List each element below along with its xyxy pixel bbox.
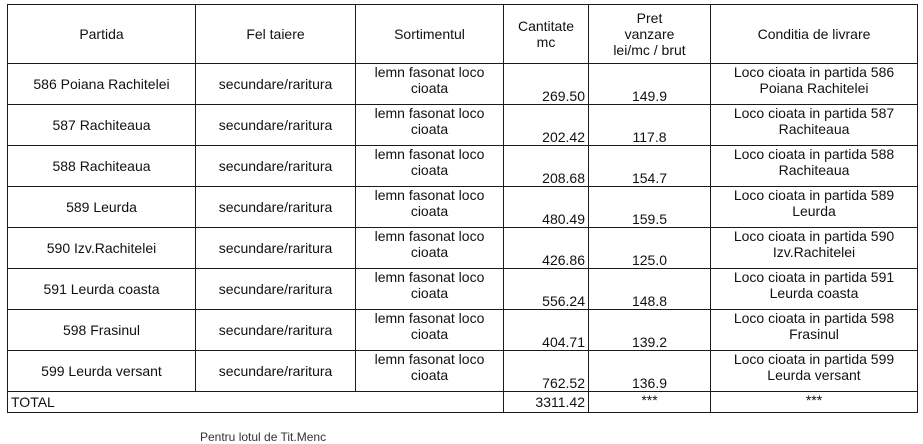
cell-partida: 599 Leurda versant xyxy=(8,351,196,392)
cell-conditia xyxy=(711,228,918,269)
cell-conditia xyxy=(711,187,918,228)
cell-conditia-line2: Leurda coasta xyxy=(769,285,859,301)
cell-cantitate: 480.49 xyxy=(504,187,589,228)
table-row xyxy=(8,187,918,228)
cell-partida: 590 Izv.Rachitelei xyxy=(8,228,196,269)
header-cantitate xyxy=(504,5,589,64)
cell-cantitate: 202.42 xyxy=(504,105,589,146)
table-row xyxy=(8,310,918,351)
cell-sortimentul xyxy=(356,146,504,187)
cell-conditia-line2: Frasinul xyxy=(789,326,839,342)
cell-partida: 588 Rachiteaua xyxy=(8,146,196,187)
table-row xyxy=(8,228,918,269)
cell-sortimentul-line2: cioata xyxy=(410,121,449,137)
cell-conditia-line1: Loco cioata in partida 589 xyxy=(733,187,895,203)
cell-conditia-line1: Loco cioata in partida 587 xyxy=(733,105,895,121)
header-cantitate-line1: Cantitate xyxy=(517,18,575,34)
cell-conditia xyxy=(711,64,918,105)
cell-pret: 154.7 xyxy=(589,146,711,187)
cell-sortimentul-line1: lemn fasonat loco xyxy=(374,269,485,285)
header-pret-line3: lei/mc / brut xyxy=(613,42,686,58)
cell-conditia-line1: Loco cioata in partida 591 xyxy=(733,269,895,285)
cell-sortimentul-line2: cioata xyxy=(410,203,449,219)
footer-note: Pentru lotul de Tit.Menc xyxy=(200,430,327,444)
cell-sortimentul xyxy=(356,105,504,146)
cell-sortimentul-line2: cioata xyxy=(410,326,449,342)
cell-cantitate: 404.71 xyxy=(504,310,589,351)
cell-sortimentul-line1: lemn fasonat loco xyxy=(374,351,485,367)
total-cantitate: 3311.42 xyxy=(504,392,589,413)
cell-sortimentul-line2: cioata xyxy=(410,162,449,178)
table-row xyxy=(8,64,918,105)
cell-fel-taiere: secundare/raritura xyxy=(196,146,356,187)
header-sortimentul: Sortimentul xyxy=(356,5,504,64)
cell-conditia-line2: Rachiteaua xyxy=(778,162,850,178)
cell-partida: 598 Frasinul xyxy=(8,310,196,351)
total-row xyxy=(8,392,918,413)
cell-sortimentul-line2: cioata xyxy=(410,285,449,301)
cell-sortimentul xyxy=(356,187,504,228)
cell-conditia-line1: Loco cioata in partida 598 xyxy=(733,310,895,326)
cell-sortimentul-line2: cioata xyxy=(410,244,449,260)
cell-pret: 139.2 xyxy=(589,310,711,351)
cell-conditia-line2: Poiana Rachitelei xyxy=(759,80,869,96)
cell-sortimentul-line1: lemn fasonat loco xyxy=(374,228,485,244)
cell-cantitate: 269.50 xyxy=(504,64,589,105)
header-conditia: Conditia de livrare xyxy=(711,5,918,64)
cell-fel-taiere: secundare/raritura xyxy=(196,228,356,269)
cell-sortimentul-line2: cioata xyxy=(410,367,449,383)
cell-partida: 586 Poiana Rachitelei xyxy=(8,64,196,105)
cell-sortimentul-line1: lemn fasonat loco xyxy=(374,105,485,121)
cell-conditia xyxy=(711,269,918,310)
cell-pret: 125.0 xyxy=(589,228,711,269)
cell-conditia-line1: Loco cioata in partida 588 xyxy=(733,146,895,162)
cell-fel-taiere: secundare/raritura xyxy=(196,310,356,351)
cell-pret: 148.8 xyxy=(589,269,711,310)
cell-pret: 117.8 xyxy=(589,105,711,146)
cell-cantitate: 208.68 xyxy=(504,146,589,187)
cell-sortimentul xyxy=(356,228,504,269)
cell-fel-taiere: secundare/raritura xyxy=(196,64,356,105)
cell-conditia-line1: Loco cioata in partida 586 xyxy=(733,64,895,80)
cell-pret: 149.9 xyxy=(589,64,711,105)
cell-conditia xyxy=(711,351,918,392)
cell-cantitate: 762.52 xyxy=(504,351,589,392)
cell-conditia xyxy=(711,146,918,187)
cell-partida: 589 Leurda xyxy=(8,187,196,228)
table-row xyxy=(8,105,918,146)
cell-conditia-line2: Leurda versant xyxy=(767,367,861,383)
header-cantitate-line2: mc xyxy=(536,34,556,50)
header-pret-line2: vanzare xyxy=(624,26,675,42)
header-pret xyxy=(589,5,711,64)
cell-conditia-line1: Loco cioata in partida 599 xyxy=(733,351,895,367)
header-partida: Partida xyxy=(8,5,196,64)
header-pret-line1: Pret xyxy=(636,10,663,26)
cell-conditia-line1: Loco cioata in partida 590 xyxy=(733,228,895,244)
cell-sortimentul-line1: lemn fasonat loco xyxy=(374,64,485,80)
cell-fel-taiere: secundare/raritura xyxy=(196,269,356,310)
sales-table xyxy=(7,4,918,413)
cell-partida: 587 Rachiteaua xyxy=(8,105,196,146)
cell-conditia-line2: Rachiteaua xyxy=(778,121,850,137)
cell-sortimentul-line1: lemn fasonat loco xyxy=(374,187,485,203)
cell-conditia xyxy=(711,310,918,351)
cell-conditia-line2: Izv.Rachitelei xyxy=(772,244,856,260)
table-row xyxy=(8,146,918,187)
cell-fel-taiere: secundare/raritura xyxy=(196,187,356,228)
cell-sortimentul xyxy=(356,310,504,351)
header-fel-taiere: Fel taiere xyxy=(196,5,356,64)
cell-conditia-line2: Leurda xyxy=(792,203,836,219)
total-conditia-mark: *** xyxy=(711,392,918,413)
cell-fel-taiere: secundare/raritura xyxy=(196,351,356,392)
cell-sortimentul-line1: lemn fasonat loco xyxy=(374,146,485,162)
cell-sortimentul-line1: lemn fasonat loco xyxy=(374,310,485,326)
cell-cantitate: 426.86 xyxy=(504,228,589,269)
table-row xyxy=(8,351,918,392)
total-label: TOTAL xyxy=(8,392,504,413)
cell-partida: 591 Leurda coasta xyxy=(8,269,196,310)
cell-pret: 136.9 xyxy=(589,351,711,392)
cell-sortimentul-line2: cioata xyxy=(410,80,449,96)
cell-cantitate: 556.24 xyxy=(504,269,589,310)
cell-sortimentul xyxy=(356,269,504,310)
cell-sortimentul xyxy=(356,351,504,392)
table-row xyxy=(8,269,918,310)
cell-fel-taiere: secundare/raritura xyxy=(196,105,356,146)
cell-sortimentul xyxy=(356,64,504,105)
cell-conditia xyxy=(711,105,918,146)
cell-pret: 159.5 xyxy=(589,187,711,228)
table-header-row xyxy=(8,5,918,64)
total-pret-mark: *** xyxy=(589,392,711,413)
